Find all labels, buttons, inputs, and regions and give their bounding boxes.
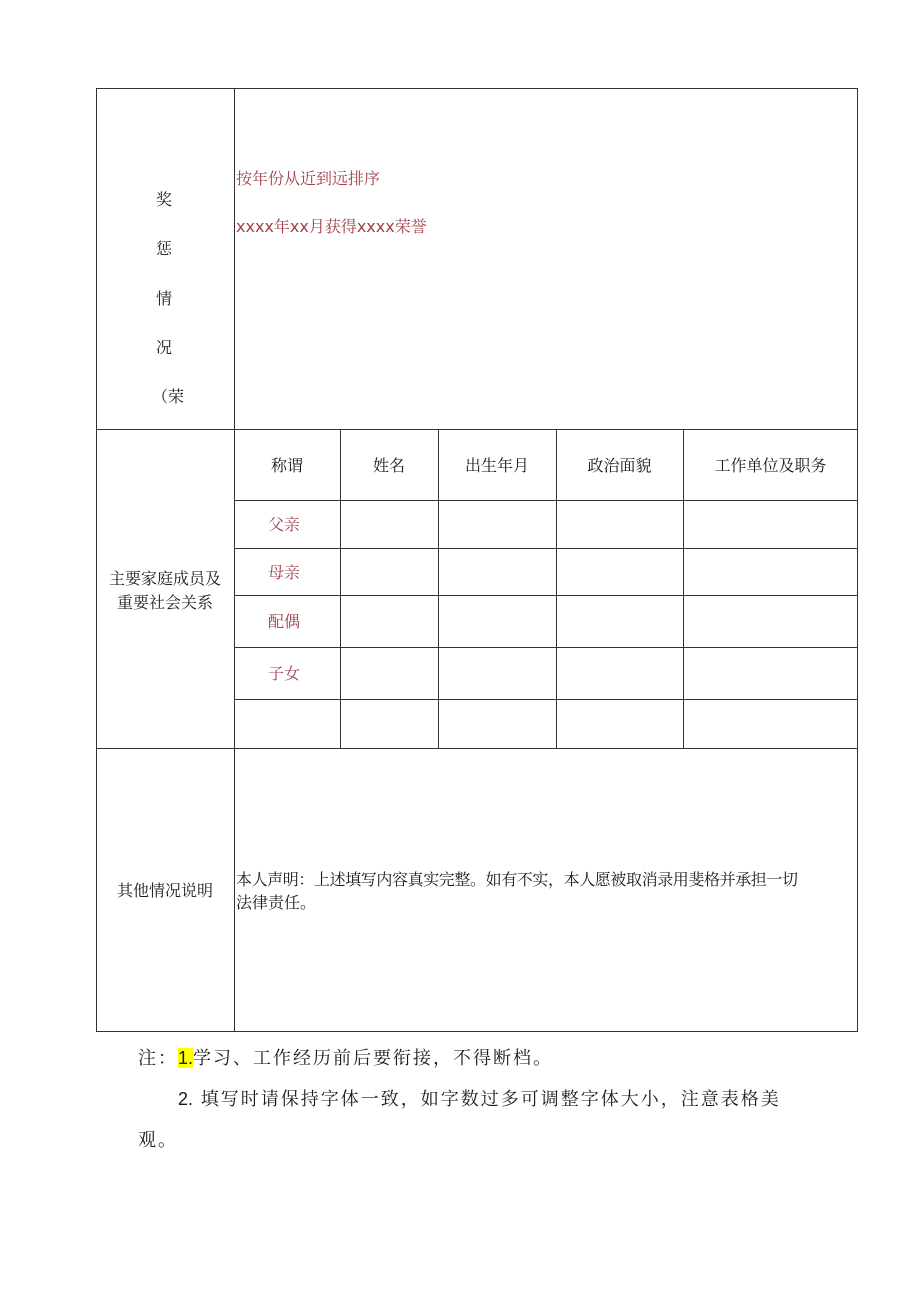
header-name: 姓名 <box>372 456 405 475</box>
family-row-line <box>234 595 858 596</box>
family-label-line: 重要社会关系 <box>116 593 213 612</box>
family-col-line <box>556 429 557 748</box>
family-col-line <box>683 429 684 748</box>
note-1-number: 1. <box>178 1048 194 1068</box>
relation-mother[interactable]: 母亲 <box>267 563 300 582</box>
awards-label-char: 奖 <box>156 190 173 209</box>
note-2-text: 填写时请保持字体一致，如字数过多可调整字体大小，注意表格美 <box>200 1089 781 1110</box>
awards-label-char: 惩 <box>156 239 173 258</box>
header-birth: 出生年月 <box>464 456 529 475</box>
family-row-line <box>234 647 858 648</box>
other-label: 其他情况说明 <box>116 881 213 900</box>
label-column-divider <box>234 88 235 1032</box>
declaration-line[interactable]: 法律责任。 <box>236 893 317 912</box>
note-1 <box>138 1044 553 1070</box>
note-2 <box>178 1085 781 1111</box>
note-2-continued: 观。 <box>138 1130 178 1151</box>
note-1-text: 学习、工作经历前后要衔接，不得断档。 <box>193 1048 554 1069</box>
relation-children[interactable]: 子女 <box>267 664 300 683</box>
note-2-number: 2. <box>178 1089 194 1109</box>
header-political-status: 政治面貌 <box>587 456 652 475</box>
family-row-line <box>234 548 858 549</box>
family-row-line <box>234 500 858 501</box>
awards-hint[interactable]: 按年份从近到远排序 <box>236 169 381 188</box>
awards-section-divider <box>96 429 858 430</box>
family-col-line <box>438 429 439 748</box>
awards-label-char: 况 <box>156 338 173 357</box>
awards-label-char: 情 <box>156 289 173 308</box>
note-prefix: 注： <box>138 1048 178 1069</box>
awards-example[interactable]: xxxx年xx月获得xxxx荣誉 <box>236 217 427 236</box>
relation-spouse[interactable]: 配偶 <box>267 612 300 631</box>
declaration-line[interactable]: 本人声明：上述填写内容真实完整。如有不实，本人愿被取消录用斐格并承担一切 <box>236 870 798 889</box>
header-relation: 称谓 <box>270 456 303 475</box>
family-col-line <box>340 429 341 748</box>
header-employer-position: 工作单位及职务 <box>714 456 827 475</box>
family-label-line: 主要家庭成员及 <box>108 569 221 588</box>
awards-label-char: （荣 <box>152 387 185 406</box>
relation-father[interactable]: 父亲 <box>267 515 300 534</box>
family-row-line <box>234 699 858 700</box>
family-section-divider <box>96 748 858 749</box>
